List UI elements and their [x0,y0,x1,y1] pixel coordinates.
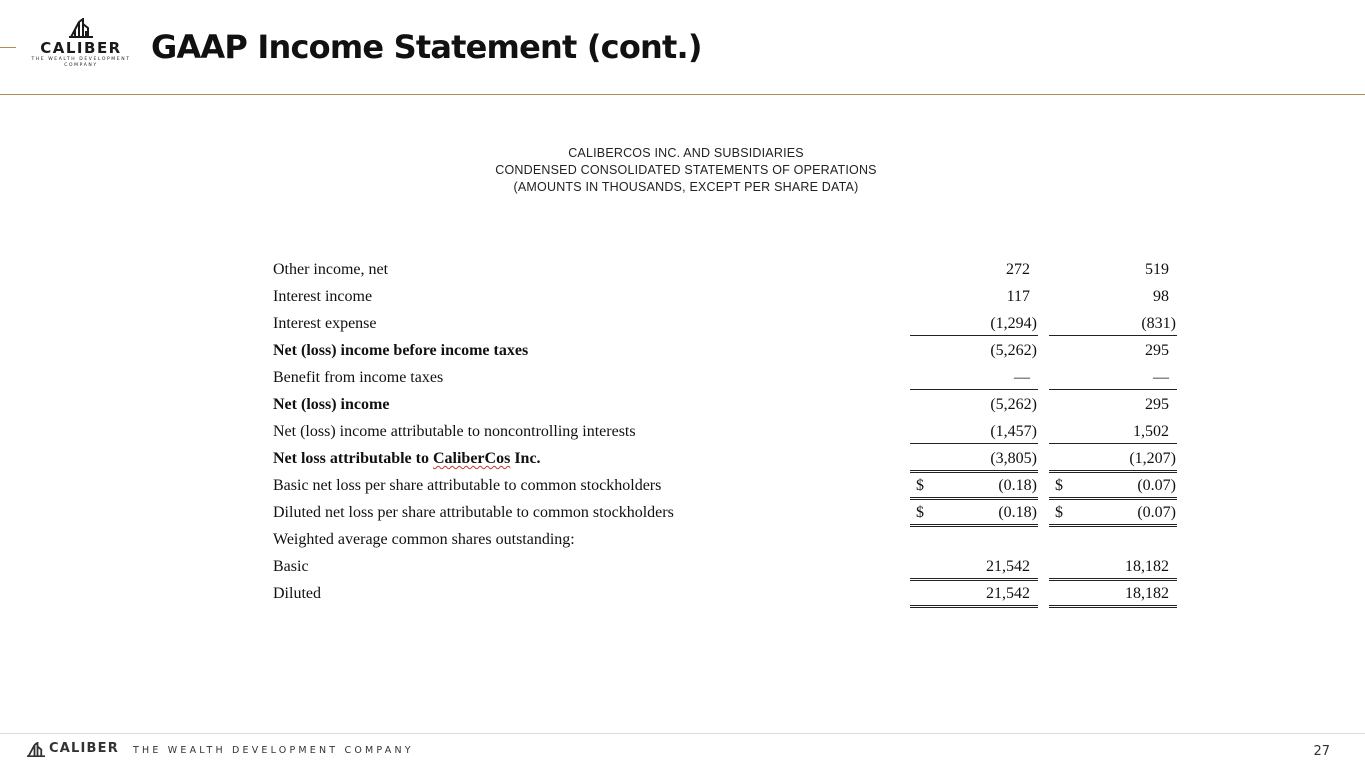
row-label: Net (loss) income [273,396,390,413]
value: 117 [1006,288,1030,305]
row-label: Net (loss) income before income taxes [273,342,529,359]
value-cell [910,553,1038,581]
value: 18,182 [1125,558,1169,575]
value: (0.07) [1137,477,1176,494]
value-cell [1049,472,1177,500]
row-label: Interest income [273,288,373,305]
value: (0.18) [998,477,1037,494]
company-name: CaliberCos [432,450,511,467]
value-cell [1049,445,1177,473]
value: (5,262) [990,396,1037,413]
value-cell [910,580,1038,608]
row-label: Basic net loss per share attributable to common stockholders [273,477,662,494]
table-row [273,526,1183,553]
page-number: 27 [1313,744,1330,759]
value: 21,542 [986,558,1030,575]
row-label: Benefit from income taxes [273,369,444,386]
value-cell [910,472,1038,500]
value-cell [1049,391,1177,416]
value-cell [910,256,1038,281]
footer-divider [0,733,1365,734]
table-row [273,256,1183,283]
row-label: Diluted [273,585,321,602]
table-row [273,418,1183,445]
value: — [1014,369,1030,386]
value: (1,457) [990,423,1037,440]
value: (0.18) [998,504,1037,521]
value-cell [910,283,1038,308]
value-cell [1049,499,1177,527]
value: (1,207) [1129,450,1176,467]
value: (1,294) [990,315,1037,332]
table-row [273,553,1183,580]
table-row [273,310,1183,337]
slide-header [0,0,1365,95]
row-label: Net (loss) income attributable to noncontrolling interests [273,423,636,440]
footer-tagline: THE WEALTH DEVELOPMENT COMPANY [133,745,414,756]
table-row [273,391,1183,418]
logo-wordmark: CALIBER [40,39,122,57]
value: 18,182 [1125,585,1169,602]
statement-heading [436,145,936,196]
value-cell [1049,256,1177,281]
caliber-building-icon [68,18,94,38]
value-cell [910,391,1038,416]
currency-symbol: $ [1055,504,1063,521]
row-label: Basic [273,558,309,575]
value: 272 [1006,261,1030,278]
page-title: GAAP Income Statement (cont.) [151,28,702,66]
income-statement-table [273,256,1183,607]
label-prefix: Net loss attributable to [273,450,433,467]
value: (5,262) [990,342,1037,359]
table-row [273,364,1183,391]
value-cell [1049,580,1177,608]
row-label: Interest expense [273,315,377,332]
table-row [273,580,1183,607]
value-cell [910,337,1038,362]
value-cell [910,499,1038,527]
currency-symbol: $ [916,504,924,521]
value-cell [1049,418,1177,444]
value: 295 [1145,342,1169,359]
statement-name: CONDENSED CONSOLIDATED STATEMENTS OF OPERATIONS [495,163,877,177]
currency-symbol: $ [1055,477,1063,494]
value: — [1153,369,1169,386]
caliber-building-icon [26,742,46,757]
logo-tagline: THE WEALTH DEVELOPMENT COMPANY [31,57,131,68]
value: 21,542 [986,585,1030,602]
value-cell [910,310,1038,336]
value: (3,805) [990,450,1037,467]
value: 1,502 [1133,423,1169,440]
caliber-logo [22,18,140,69]
table-row [273,337,1183,364]
value-cell [1049,283,1177,308]
value: 519 [1145,261,1169,278]
value-cell [910,445,1038,473]
value-cell [1049,310,1177,336]
table-row [273,283,1183,310]
row-label: Diluted net loss per share attributable to common stockholders [273,504,674,521]
row-label: Other income, net [273,261,389,278]
currency-symbol: $ [916,477,924,494]
value: 98 [1153,288,1169,305]
value: 295 [1145,396,1169,413]
statement-units: (AMOUNTS IN THOUSANDS, EXCEPT PER SHARE DATA) [513,180,859,194]
accent-line [0,47,16,48]
table-row [273,445,1183,472]
value: (831) [1141,315,1176,332]
table-row [273,499,1183,526]
value-cell [910,418,1038,444]
value: (0.07) [1137,504,1176,521]
footer-wordmark: CALIBER [49,741,119,756]
label-suffix: Inc. [510,450,541,467]
table-row [273,472,1183,499]
value-cell [1049,337,1177,362]
statement-company: CALIBERCOS INC. AND SUBSIDIARIES [568,146,804,160]
value-cell [1049,364,1177,390]
row-label [273,445,541,472]
row-label: Weighted average common shares outstanding: [273,531,575,548]
value-cell [910,364,1038,390]
value-cell [1049,553,1177,581]
